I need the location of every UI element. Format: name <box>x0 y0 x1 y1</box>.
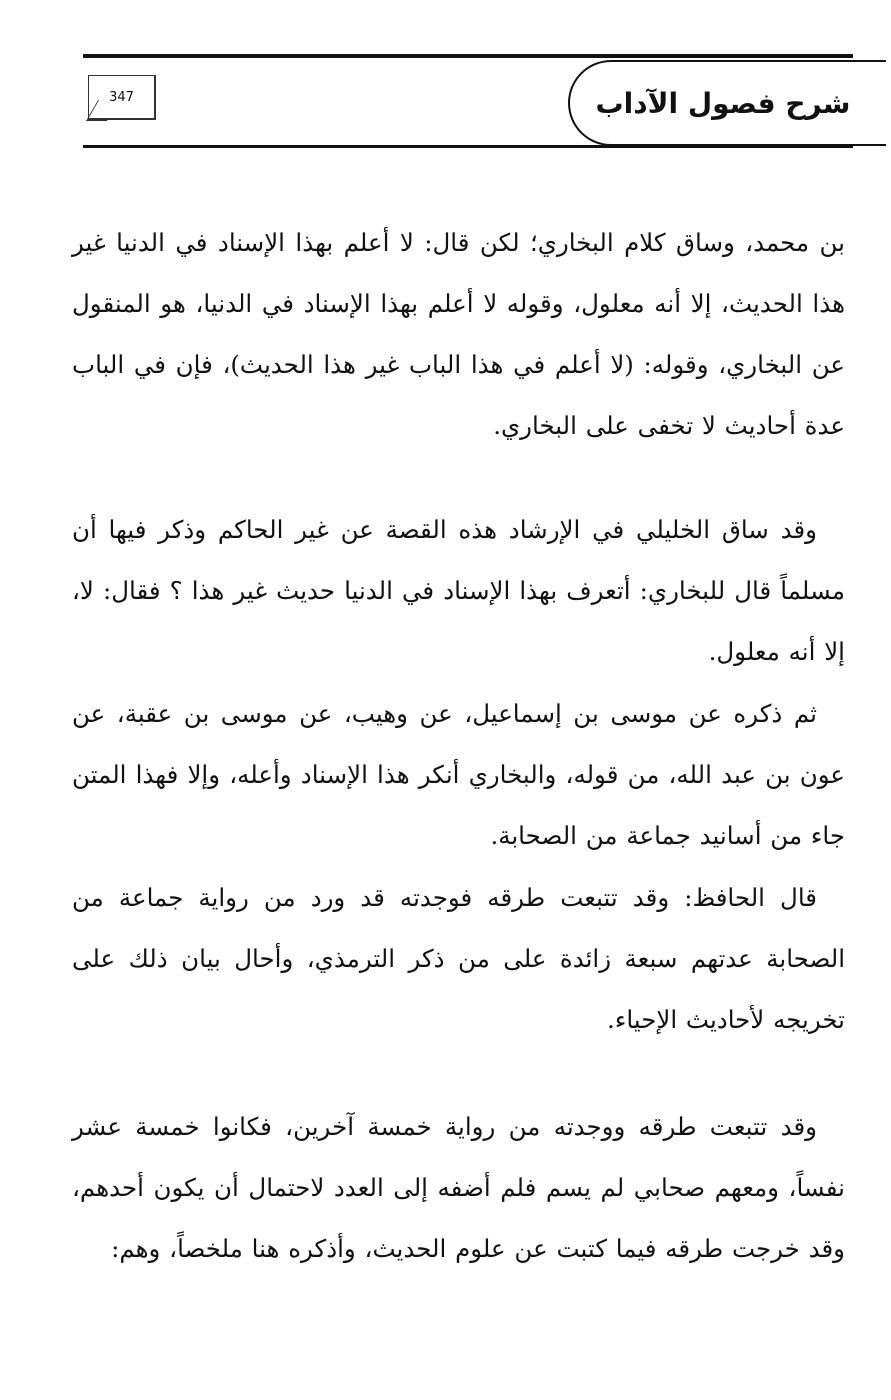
paragraph-3 <box>72 683 845 866</box>
running-title: شرح فصول الآداب <box>595 86 851 120</box>
paragraph-5-text: وقد تتبعت طرقه ووجدته من رواية خمسة آخرين، فكانوا خمسة عشر نفساً، ومعهم صحابي لم يسم فلم أضفه إلى العدد لاحتمال أن يكون أحدهم، وقد خرجت طرقه فيما كتبت عن علوم الحديث، وأذكره هنا ملخصاً، وهم: <box>72 1112 845 1263</box>
paragraph-2-text: وقد ساق الخليلي في الإرشاد هذه القصة عن غير الحاكم وذكر فيها أن مسلماً قال للبخاري: أتعرف بهذا الإسناد في الدنيا حديث غير هذا ؟ فقال: لا، إلا أنه معلول. <box>72 515 845 666</box>
paragraph-4 <box>72 867 845 1050</box>
paragraph-1 <box>72 212 845 456</box>
paragraph-4-text: قال الحافظ: وقد تتبعت طرقه فوجدته قد ورد من رواية جماعة من الصحابة عدتهم سبعة زائدة على من ذكر الترمذي، وأحال بيان ذلك على تخريجه لأحاديث الإحياء. <box>72 883 846 1034</box>
running-title-frame <box>568 60 886 146</box>
paragraph-5 <box>72 1096 845 1279</box>
page-number: 347 <box>109 89 134 105</box>
paragraph-3-text: ثم ذكره عن موسى بن إسماعيل، عن وهيب، عن موسى بن عقبة، عن عون بن عبد الله، من قوله، والبخاري أنكر هذا الإسناد وأعله، وإلا فهذا المتن جاء من أسانيد جماعة من الصحابة. <box>72 699 845 850</box>
paragraph-1-text: بن محمد، وساق كلام البخاري؛ لكن قال: لا أعلم بهذا الإسناد في الدنيا غير هذا الحديث، إلا أنه معلول، وقوله لا أعلم بهذا الإسناد في الدنيا، هو المنقول عن البخاري، وقوله: (لا أعلم في هذا الباب غير هذا الحديث)، فإن في الباب عدة أحاديث لا تخفى على البخاري. <box>72 228 845 440</box>
paragraph-2 <box>72 499 845 682</box>
header-top-rule <box>83 54 853 58</box>
